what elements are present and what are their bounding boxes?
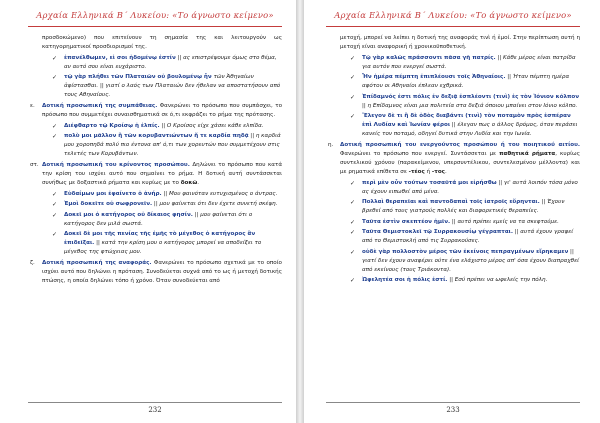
header-divider [28,26,282,27]
checkmark-icon: ✓ [350,248,356,256]
checkmark-icon: ✓ [52,74,58,81]
translation: || ας επιστρέψουμε όμως στο θέμα, αν αυτό σου είναι ευχάριστο. [64,54,277,70]
checkmark-icon: ✓ [52,201,58,208]
checkmark-icon: ✓ [350,74,356,81]
greek-example: Δοκεῖ μοι ὁ κατήγορος οὐ δίκαιος φησίν. [64,211,193,218]
list-item [326,73,580,91]
list-item [28,54,282,72]
checkmark-icon: ✓ [350,179,356,187]
list-item [326,112,580,139]
section-tail: . [444,169,447,175]
greek-example: Ταῦτα ἐστὶν σκεπτέον ἡμῖν. [362,218,451,225]
checkmark-icon: ✓ [52,122,58,130]
translation: || έλεγαν πως ο άλλος δρόμος, όταν περάσει κανείς τον ποταμό, οδηγεί δυτικά στην Λυδία και την Ιωνία. [362,122,578,137]
list-item [28,211,282,229]
translation: || αυτά έχουν γραφεί από το Θεμιστοκλή από τις Συρρακούσες. [362,229,574,244]
list-item [326,93,580,111]
section-keyword: -τέος [408,169,425,175]
section-text: Δηλώνει το πρόσωπο που κατά την κρίση του ισχύει αυτό που σημαίνει το ρήμα. Η δοτική αυτή συντάσσεται συνήθως με δοξαστικά ρήματα και κυρίως με το [42,162,283,186]
list-item [326,179,580,197]
section-text: Φανερώνει το πρόσωπο σχετικά με το οποίο ισχύει αυτό που δηλώνει η πρόταση. Συνοδεύεται συχνά από το ως ή μετοχή δοτικής πτώσης, η οποία δηλώνει τόπο ή χρόνο. Όταν συνοδεύεται από [42,260,282,284]
right-page [304,0,600,423]
footer-divider [326,402,580,403]
list-item [28,190,282,199]
translation: τῶν Ἀθηναίων ἀφίστασθαι. || γιατί ο λαός των Πλαταιών δεν ήθελαν να αποστατήσουν από τους Αθηναίους. [64,74,281,98]
checkmark-icon: ✓ [52,54,58,62]
translation: || η Επίδαμνος είναι μια πολιτεία στα δεξιά όποιου μπαίνει στον Ιόνιο κόλπο. [362,102,578,109]
checkmark-icon: ✓ [52,133,58,140]
list-item [28,122,282,131]
translation: || η καρδιά μου χοροπηδά πολύ πιο έντονα απ' ό,τι των χορευτών που συμμετέχουν στις τελετές των Κορυβάντων. [64,133,281,157]
translation: || μου φαίνεται ότι δεν έχετε συνετή σκέψη. [152,201,278,207]
checkmark-icon: ✓ [350,93,356,101]
section-text: , κυρίως συντελικού χρόνου (παρακείμενου, υπερσυντέλικου, συντελεσμένου μέλλοντα) και με ρηματικά επίθετα σε [340,151,580,175]
page-header: Αρχαία Ελληνικά Β΄ Λυκείου: «Το άγνωστο κείμενο» [334,10,572,20]
checkmark-icon: ✓ [350,199,356,206]
greek-example: Ἦν ἡμέρα πέμπτη ἐπιπλέουσι τοῖς Ἀθηναίοις. [362,74,506,80]
checkmark-icon: ✓ [350,229,356,236]
translation: || Έχουν βρεθεί από τους γιατρούς πολλές και διαφορετικές θεραπείες. [362,199,565,214]
book-gutter [296,0,304,423]
section-title: Δοτική προσωπική του κρίνοντος προσώπου. [42,162,190,168]
greek-example: τῷ γὰρ πλήθει τῶν Πλαταιῶν οὐ βουλομένῳ ἦν [64,74,212,80]
greek-example: Ἐπίδαμνός ἐστι πόλις ἐν δεξιᾷ ἐσπλέοντι (τινὶ) ἐς τὸν Ἰόνιον κόλπον [362,93,580,100]
section-text: Φανερώνει το πρόσωπο που ενεργεί. Συντάσσεται με [340,151,500,157]
list-item [28,73,282,100]
greek-example: Ἐμοὶ δοκεῖτε οὐ σωφρονεῖν. [64,201,153,207]
section-marker: η. [328,142,334,148]
translation: || γιατί δεν έχουν αναφέρει ούτε ένα ελάχιστο μέρος απ' όσα έχουν διαπραχθεί από εκείνους (τους Τριάκοντα). [362,248,579,273]
greek-example: περὶ μὲν οὖν τούτων τοσαῦτά μοι εἰρήσθω [362,179,497,186]
page-number: 233 [446,406,460,414]
translation: || αυτό πρέπει εμείς να τα σκεφτούμε. [450,218,559,225]
section-title: Δοτική προσωπική της συμπάθειας. [42,103,158,109]
section-title: Δοτική προσωπική του ενεργούντος προσώπου ή του ποιητικού αιτίου. [340,142,580,148]
greek-example: Δοκεῖ δὲ μοι τῆς πενίας τῆς ἐμῆς τὸ μέγεθος ὁ κατήγορος ἂν ἐπιδεῖξαι. [64,231,256,246]
section-title: Δοτική προσωπική της αναφοράς. [42,260,152,266]
translation: || κατά την κρίση μου ο κατήγορος μπορεί να αποδείξει το μέγεθος της φτώχειας μου. [64,240,262,255]
greek-example: Ὠφελητέα σοι ἡ πόλις ἐστί. [362,277,448,283]
translation: || Ο Κροίσος είχε χάσει κάθε ελπίδα. [159,122,264,129]
section-e [28,102,282,120]
translation: || Εσύ πρέπει να ωφελείς την πόλη. [447,277,548,283]
list-item [326,228,580,246]
intro-paragraph: προσδοκώμενο) που επιτείνουν τη σημασία της και λειτουργούν ως κατηγορηματικοί προσδιορισμοί της. [42,35,282,50]
page-number: 232 [148,406,162,414]
list-item [326,198,580,216]
intro-paragraph: μετοχή, μπορεί να λείπει η δοτική της αναφοράς τινὶ ή ἐμοί. Στην περίπτωση αυτή η μετοχή είναι αναφορική ή χρονικοϋποθετική. [340,35,580,50]
greek-example: Ταῦτα Θεμιστοκλεῖ τῷ Συρρακουσίῳ γέγραπται. [362,229,513,235]
checkmark-icon: ✓ [350,277,356,284]
list-item [28,200,282,209]
checkmark-icon: ✓ [52,231,58,238]
translation: || Ήταν πέμπτη ημέρα αφότου οι Αθηναίοι έπλεαν εχθρικά. [362,74,570,89]
section-keyword: -τος [431,169,445,175]
translation: || γι' αυτά λοιπόν τόσα μόνο ας έχουν ειπωθεί από μένα. [362,179,578,195]
greek-example: ἐπανέλθωμεν, εἰ σοι ἡδομένῳ ἐστίν [64,54,176,61]
translation: || Κάθε μέρος είναι πατρίδα για αυτόν που ενεργεί σωστά. [362,54,576,70]
checkmark-icon: ✓ [350,54,356,62]
list-item [28,230,282,257]
section-h [326,141,580,177]
section-text: Φανερώνει το πρόσωπο που συμπάσχει, το πρόσωπο που συμμετέχει συναισθηματικά σε ό,τι εκφράζει το ρήμα της πρότασης. [42,103,282,118]
translation: || Μου φαινόταν ευτυχισμένος ο άντρας. [161,190,278,197]
checkmark-icon: ✓ [350,218,356,226]
greek-example: Τῷ γὰρ καλῶς πράσσοντι πᾶσα γῆ πατρίς. [362,54,496,61]
section-text: ή [424,169,432,175]
section-marker: ε. [30,103,35,109]
section-marker: ζ. [30,260,35,266]
checkmark-icon: ✓ [52,190,58,198]
page-header: Αρχαία Ελληνικά Β΄ Λυκείου: «Το άγνωστο κείμενο» [36,10,274,20]
greek-example: οὐδὲ γὰρ πολλοστὸν μέρος τῶν ἐκείνοις πεπραγμένων εἴρηκαμεν [362,248,569,255]
footer-divider [28,402,282,403]
section-z [28,259,282,286]
translation: || μου φαίνεται ότι ο κατήγορος δεν μιλά σωστά. [64,211,253,227]
section-keyword: δοκῶ [180,180,198,186]
greek-example: Πολλαὶ θεραπεῖαι καὶ παντοδαπαὶ τοῖς ἰατροῖς εὕρηνται. [362,199,540,205]
page-content [28,34,282,288]
page-content [326,34,580,287]
list-item [326,248,580,275]
left-page [0,0,296,423]
section-marker: στ. [30,162,39,168]
greek-example: Διέφθαρτο τῷ Κροίσῳ ἡ ἐλπίς. [64,122,160,129]
list-item [326,54,580,72]
section-st [28,161,282,188]
list-item [326,218,580,227]
checkmark-icon: ✓ [52,211,58,219]
greek-example: πολὺ μοι μᾶλλον ἢ τῶν κορυβαντιώντων ἥ τε καρδία πηδᾷ [64,133,249,139]
checkmark-icon: ✓ [350,113,356,120]
greek-example: Ἔλεγον δὲ τι ἢ δὲ ὁδὸς διαβάντι (τινὶ) τὸν ποταμὸν πρὸς ἑσπέραν ἐπὶ Λυδίαν καὶ Ἰωνίαν φέροι [362,113,571,128]
section-keyword: παθητικά ρήματα [499,151,556,157]
greek-example: Εὐδαίμων μοι ἐφαίνετο ὁ ἀνήρ. [64,190,162,197]
header-divider [326,26,580,27]
list-item [28,132,282,159]
section-tail: . [197,180,199,186]
list-item [326,276,580,285]
